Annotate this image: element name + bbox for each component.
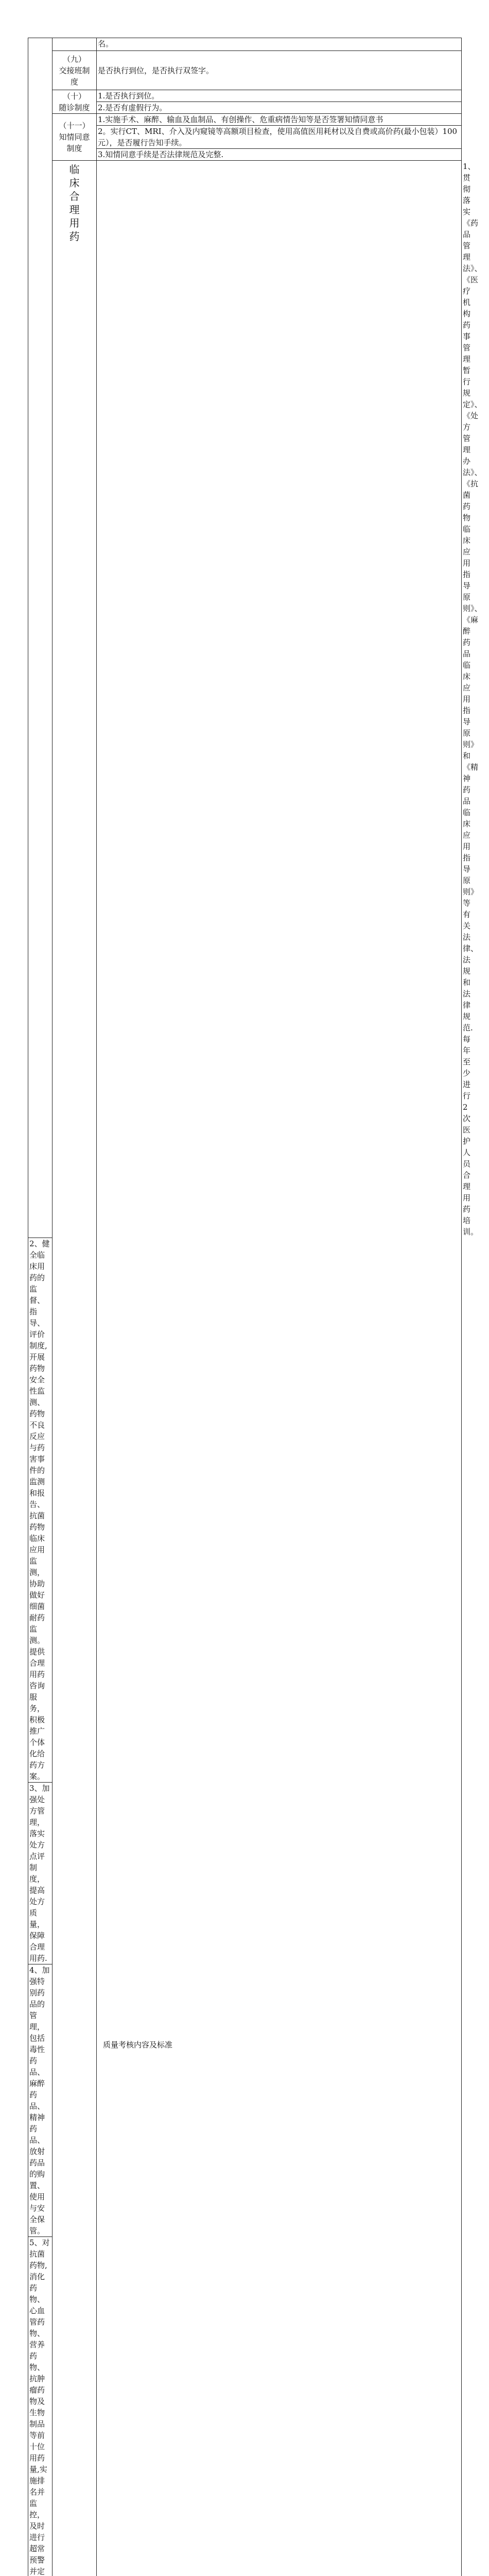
drug-criteria-2: 2、健全临床用药的监督、指导、评价制度,开展药物安全性监测、药物不良反应与药害事件的监测和报告、抗菌药物临床应用监测，协助做好细菌耐药监测。提供合理用药咨询服务，积极推广个体化给药方案。 — [28, 1238, 53, 1783]
drug-criteria-3: 3、加强处方管理，落实处方点评制度，提高处方质量，保障合理用药. — [28, 1783, 53, 1964]
quality-standards-table: 名。 （九） 交接班制 度 是否执行到位，是否执行双签字。 （十） 随诊制度 1.是否执行到位。 2.是否有虚假行为。 （十一） 知情同意 制度 1.实施手术、麻醉、输血及血制品、有创操作、危重病情告知等是否签署知情同意书 2。实行CT、MRI、介入及内窥镜等高额项目检查，使用高值医用耗材以及自费或高价药(最小包装）100元），是否履行告知手续。 3.知情同意手续是否法律规范及完整. 临 床 合 理 用 药 质量考核内容及标准 1、贯彻落实《药品管理法》、《医疗机构药事管理暂行规定》、《处方管理办法》、《抗菌药物临床应用指导原则》、《麻醉药品临床应用指导原则》和《精神药品临床应用指导原则》等有关法律、法规和法律规范.每年至少进行2次医护人员合理用药培训。 2、健全临床用药的监督、指导、评价制度,开展药物安全性监测、药物不良反应与药害事件的监测和报告、抗菌药物临床应用监测，协助做好细菌耐药监测。提供合理用药咨询服务，积极推广个体化给药方案。 3、加强处方管理，落实处方点评制度，提高处方质量，保障合理用药. 4、加强特别药品的管理，包括毒性药品、麻醉药品、精神药品、放射药品的购置、使用与安全保管。 5、对抗菌药物,消化药物、心血管药物、营养药物、抗肿瘤药物及生物制品等前十位用药量,实施排名并监控，及时进行超常预警并定 — [28, 38, 462, 2576]
document-page — [28, 38, 461, 2576]
drug-sub-label: 质量考核内容及标准 — [97, 161, 462, 2576]
prev-sub-empty-cell — [53, 38, 97, 51]
drug-criteria-4: 4、加强特别药品的管理，包括毒性药品、麻醉药品、精神药品、放射药品的购置、使用与安全保管。 — [28, 1964, 53, 2237]
consent-criteria-1: 1.实施手术、麻醉、输血及血制品、有创操作、危重病情告知等是否签署知情同意书 — [97, 114, 462, 126]
handover-criteria: 是否执行到位，是否执行双签字。 — [97, 51, 462, 90]
label-followup-system: （十） 随诊制度 — [53, 90, 97, 114]
followup-criteria-2: 2.是否有虚假行为。 — [97, 102, 462, 114]
label-informed-consent: （十一） 知情同意 制度 — [53, 114, 97, 161]
consent-criteria-2: 2。实行CT、MRI、介入及内窥镜等高额项目检查，使用高值医用耗材以及自费或高价药(最小包装）100元），是否履行告知手续。 — [97, 126, 462, 149]
followup-criteria-1: 1.是否执行到位。 — [97, 90, 462, 102]
drug-criteria-5: 5、对抗菌药物,消化药物、心血管药物、营养药物、抗肿瘤药物及生物制品等前十位用药量,实施排名并监控，及时进行超常预警并定 — [28, 2237, 53, 2576]
consent-criteria-3: 3.知情同意手续是否法律规范及完整. — [97, 149, 462, 161]
label-handover-system: （九） 交接班制 度 — [53, 51, 97, 90]
section-prev-title-cell — [28, 38, 53, 1238]
section-drug-title: 临 床 合 理 用 药 — [53, 161, 97, 2576]
continued-text: 名。 — [97, 38, 462, 51]
